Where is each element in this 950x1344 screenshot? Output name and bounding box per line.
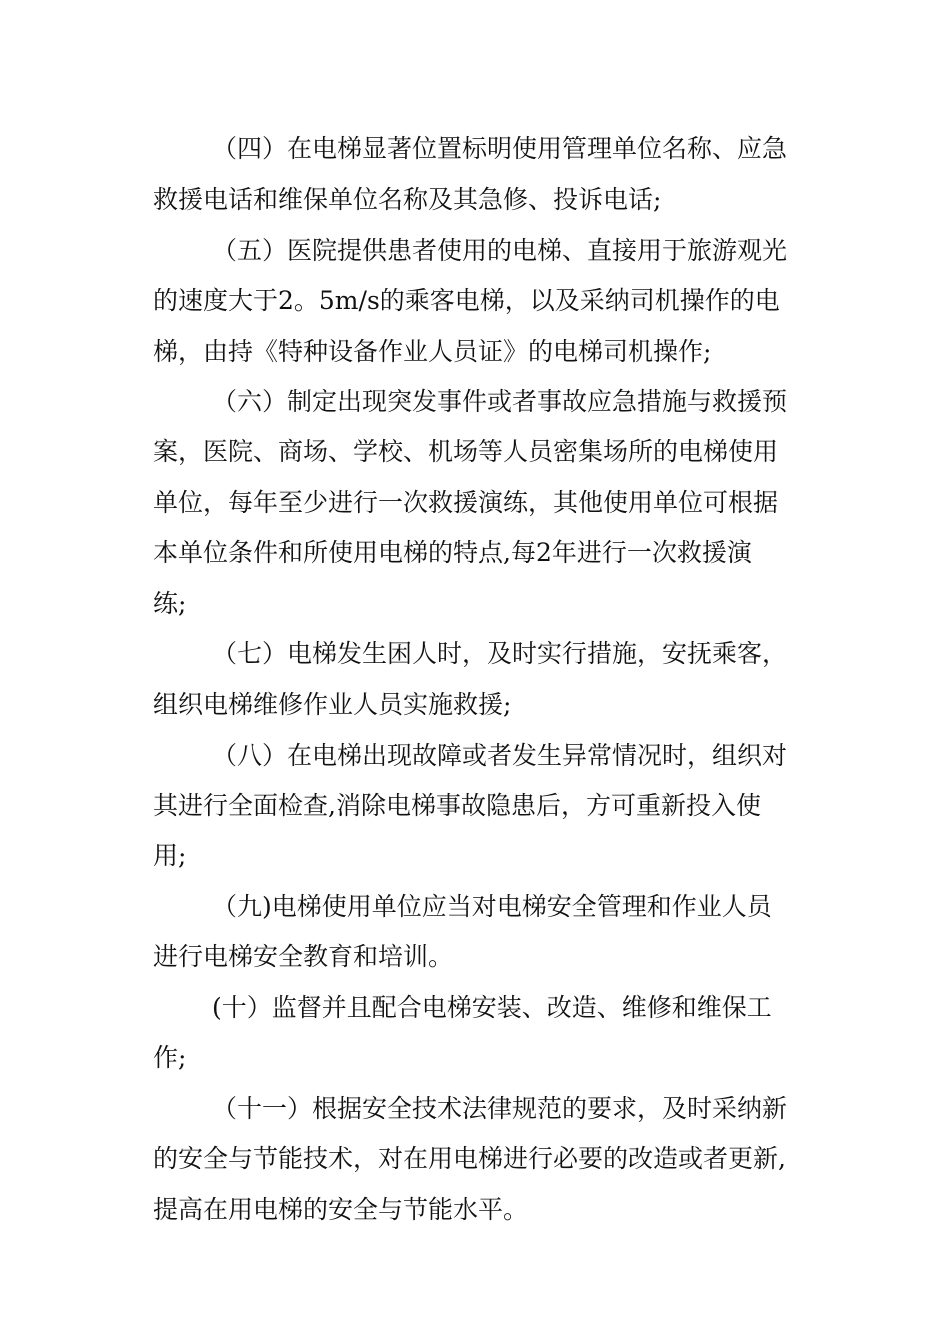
- text-line: 提高在用电梯的安全与节能水平。: [153, 1195, 529, 1224]
- text-line: 用;: [153, 841, 187, 870]
- text-line: （九)电梯使用单位应当对电梯安全管理和作业人员: [212, 892, 772, 921]
- text-line: 的安全与节能技术，对在用电梯进行必要的改造或者更新,: [153, 1144, 786, 1173]
- text-line: 组织电梯维修作业人员实施救援;: [153, 690, 512, 719]
- text-line: 案，医院、商场、学校、机场等人员密集场所的电梯使用: [153, 437, 779, 466]
- text-line: 的速度大于2。5m/s的乘客电梯，以及采纳司机操作的电: [153, 286, 780, 315]
- text-line: 梯，由持《特种设备作业人员证》的电梯司机操作;: [153, 337, 712, 366]
- text-line: （十一）根据安全技术法律规范的要求，及时采纳新: [212, 1094, 788, 1123]
- text-line: 单位，每年至少进行一次救援演练，其他使用单位可根据: [153, 488, 779, 517]
- text-line: 进行电梯安全教育和培训。: [153, 942, 454, 971]
- text-line: 救援电话和维保单位名称及其急修、投诉电话;: [153, 185, 662, 214]
- text-line: 练;: [153, 589, 187, 618]
- text-line: （五）医院提供患者使用的电梯、直接用于旅游观光: [212, 236, 788, 265]
- text-line: 本单位条件和所使用电梯的特点,每2年进行一次救援演: [153, 538, 752, 567]
- text-line: （四）在电梯显著位置标明使用管理单位名称、应急: [212, 134, 788, 163]
- text-line: 作;: [153, 1043, 187, 1072]
- text-line: （六）制定出现突发事件或者事故应急措施与救援预: [212, 387, 788, 416]
- text-line: 其进行全面检查,消除电梯事故隐患后，方可重新投入使: [153, 791, 761, 820]
- text-line: （八）在电梯出现故障或者发生异常情况时，组织对: [212, 741, 788, 770]
- text-line: (十）监督并且配合电梯安装、改造、维修和维保工: [212, 993, 772, 1022]
- text-line: （七）电梯发生困人时，及时实行措施，安抚乘客，: [212, 639, 788, 668]
